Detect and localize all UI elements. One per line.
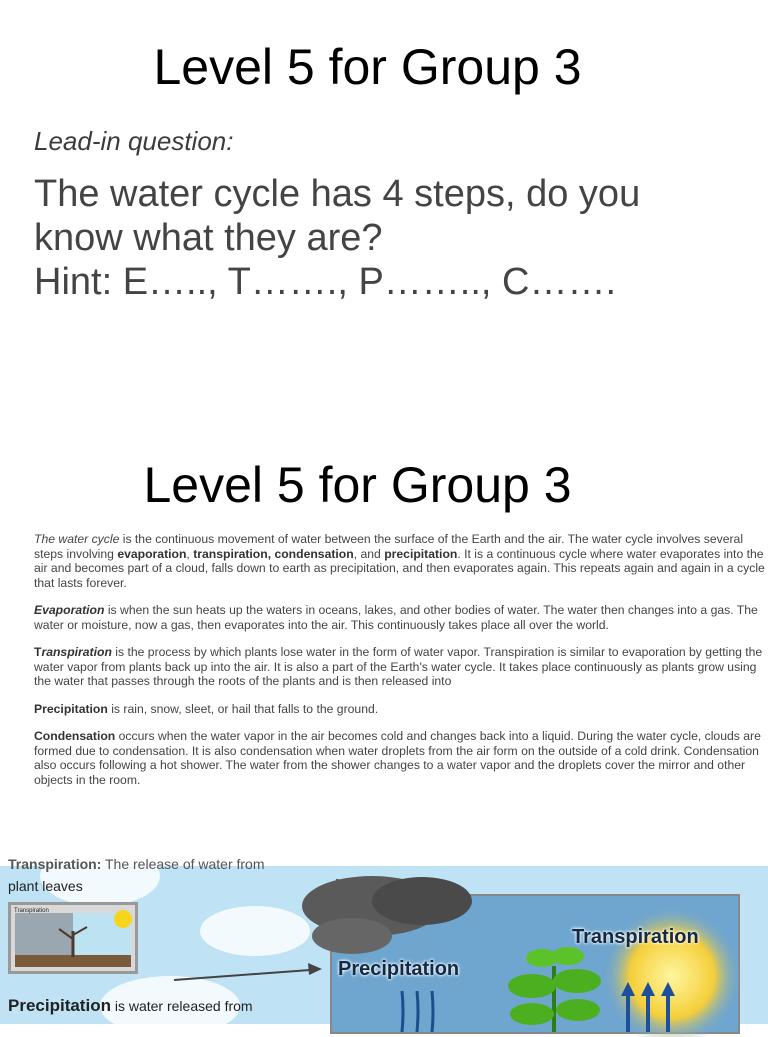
- paragraph-transpiration: [34, 645, 766, 689]
- term-transpiration-def: ranspiration: [41, 645, 112, 659]
- paragraph-condensation: [34, 729, 766, 787]
- paragraph-water-cycle: [34, 532, 766, 590]
- water-cycle-diagram: [330, 894, 740, 1034]
- term-evaporation: evaporation: [117, 546, 187, 561]
- thumb-label: Transpiration: [14, 908, 49, 914]
- arrow-line: [174, 970, 310, 980]
- term-precipitation-def: Precipitation: [34, 701, 108, 716]
- term-precipitation: precipitation: [384, 546, 458, 561]
- caption-term: Transpiration:: [8, 856, 102, 872]
- arrow-head: [308, 963, 322, 975]
- lead-in-label: Lead-in question:: [34, 126, 234, 156]
- slide1-title: Level 5 for Group 3: [153, 39, 582, 95]
- question-line-1: The water cycle has 4 steps, do you: [34, 173, 641, 215]
- caption-term: Precipitation: [8, 996, 111, 1015]
- caption-text: The release of water from: [101, 856, 265, 872]
- diagram-label-precipitation: Precipitation: [338, 958, 460, 980]
- separator: , and: [353, 546, 385, 561]
- lead-in-question: [34, 172, 754, 304]
- diagram-label-transpiration: Transpiration: [572, 926, 699, 948]
- term-transpiration-condensation: transpiration, condensation: [193, 546, 354, 561]
- paragraph-text: occurs when the water vapor in the air becomes cold and changes back into a liquid. During the water cycle, clouds are formed due to condensation. It is also condensation when water droplets from the air form on the outside of a cold drink. Condensation also occurs following a hot shower. The water from the shower changes to a water vapor and the droplets cover the mirror and other objects in the room.: [34, 729, 761, 787]
- paragraph-precipitation: [34, 702, 766, 717]
- paragraph-text: is the continuous movement of water between the surface of the Earth and the air. The water cycle involves several steps involving: [34, 532, 744, 561]
- paragraph-text: . It is a continuous cycle where water evaporates into the air and becomes part of a cloud, falls down to earth as precipitation, and then evaporates again. This repeats again and again in a cycle that lasts forever.: [34, 546, 765, 590]
- separator: ,: [186, 546, 194, 561]
- slide2-title: Level 5 for Group 3: [143, 457, 572, 513]
- term-evaporation-def: Evaporation: [34, 603, 105, 617]
- term-water-cycle: The water cycle: [34, 532, 120, 546]
- question-line-2: know what they are?: [34, 217, 383, 259]
- paragraph-text: is rain, snow, sleet, or hail that falls to the ground.: [107, 701, 379, 716]
- transpiration-caption-2: plant leaves: [8, 878, 83, 894]
- paragraph-text: is the process by which plants lose water in the form of water vapor. Transpiration is similar to evaporation by getting the water vapor from plants back up into the air. It is also a part of the Earth's water cycle. It takes place continuously as plants grow using the water that passes through the roots of the plants and is then released into: [34, 645, 763, 688]
- paragraph-evaporation: [34, 603, 766, 632]
- term-transpiration-initial: T: [34, 645, 42, 659]
- water-cycle-image-slide: [0, 856, 768, 1024]
- paragraph-text: is when the sun heats up the waters in oceans, lakes, and other bodies of water. The water then changes into a gas. The water or moisture, now a gas, then evaporates into the air. This continuously takes place all over the world.: [34, 603, 758, 632]
- water-cycle-text: [34, 532, 766, 800]
- caption-text: is water released from: [110, 998, 253, 1014]
- question-hint: Hint: E….., T……., P…….., C…….: [34, 261, 617, 303]
- term-condensation-def: Condensation: [34, 729, 116, 743]
